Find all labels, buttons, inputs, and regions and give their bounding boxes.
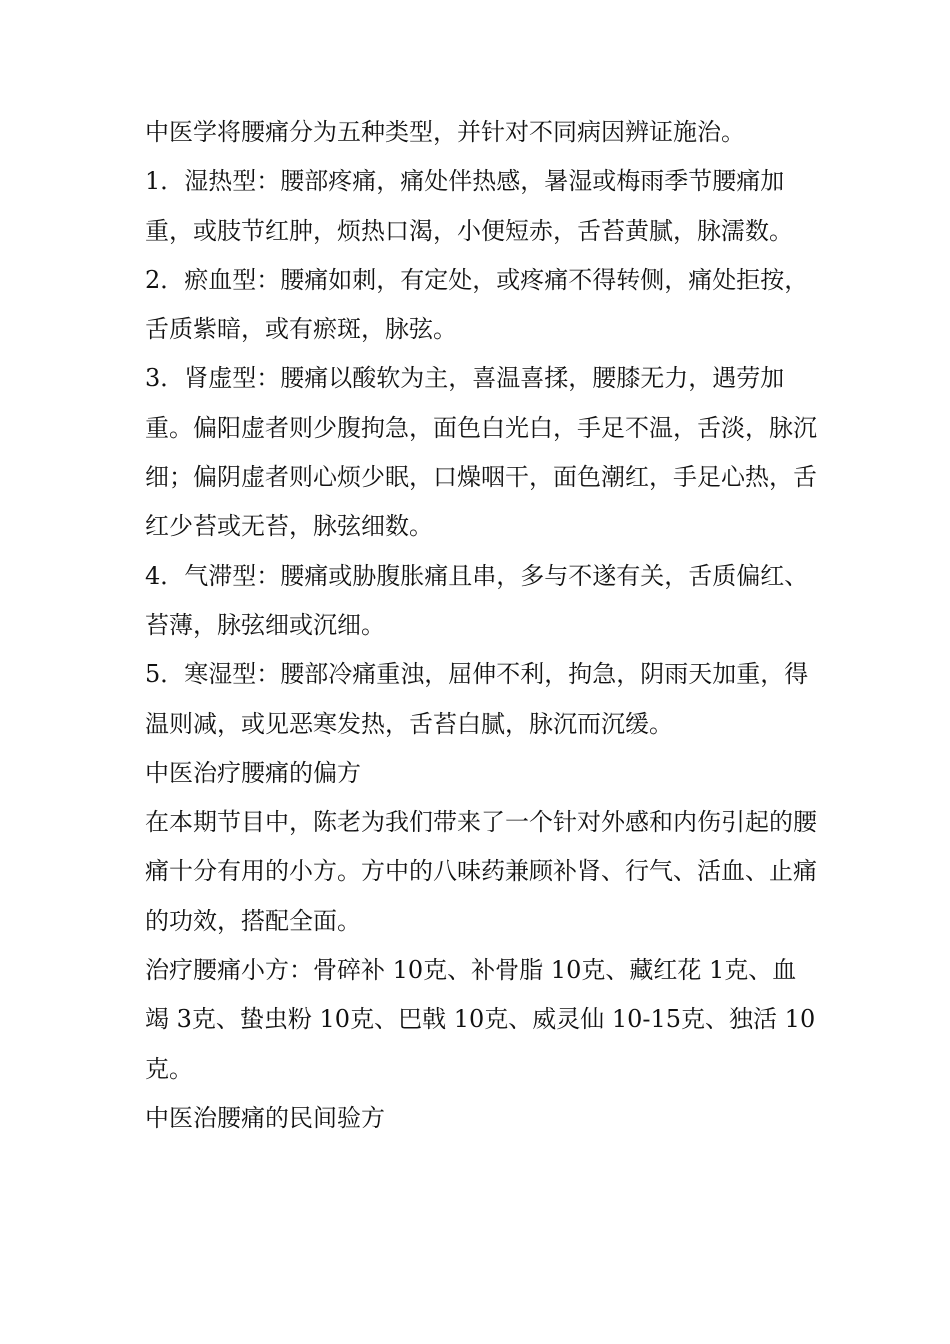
program-description-paragraph: 在本期节目中，陈老为我们带来了一个针对外感和内伤引起的腰痛十分有用的小方。方中的八味药兼顾补肾、行气、活血、止痛的功效，搭配全面。 [145,808,817,935]
folk-remedy-heading: 中医治疗腰痛的偏方 [145,758,361,787]
document-body [145,108,820,1143]
type-kidney-deficiency-paragraph: 3．肾虚型：腰痛以酸软为主，喜温喜揉，腰膝无力，遇劳加重。偏阳虚者则少腹拘急，面色白光白，手足不温，舌淡，脉沉细；偏阴虚者则心烦少眠，口燥咽干，面色潮红，手足心热，舌红少苔或无苔，脉弦细数。 [145,364,817,541]
type-damp-heat-paragraph: 1．湿热型：腰部疼痛，痛处伴热感，暑湿或梅雨季节腰痛加重，或肢节红肿，烦热口渴，小便短赤，舌苔黄腻，脉濡数。 [145,167,793,245]
intro-paragraph: 中医学将腰痛分为五种类型，并针对不同病因辨证施治。 [145,118,745,146]
type-qi-stagnation-paragraph: 4．气滞型：腰痛或胁腹胀痛且串，多与不遂有关，舌质偏红、苔薄，脉弦细或沉细。 [145,561,809,639]
folk-proven-remedy-heading: 中医治腰痛的民间验方 [145,1103,385,1132]
type-blood-stasis-paragraph: 2．瘀血型：腰痛如刺，有定处，或疼痛不得转侧，痛处拒按，舌质紫暗，或有瘀斑，脉弦。 [145,265,809,344]
type-cold-damp-paragraph: 5．寒湿型：腰部冷痛重浊，屈伸不利，拘急，阴雨天加重，得温则减，或见恶寒发热，舌苔白腻，脉沉而沉缓。 [145,660,809,738]
prescription-paragraph: 治疗腰痛小方：骨碎补 10克、补骨脂 10克、藏红花 1克、血竭 3克、蛰虫粉 10克、巴戟 10克、威灵仙 10-15克、独活 10克。 [145,956,816,1083]
